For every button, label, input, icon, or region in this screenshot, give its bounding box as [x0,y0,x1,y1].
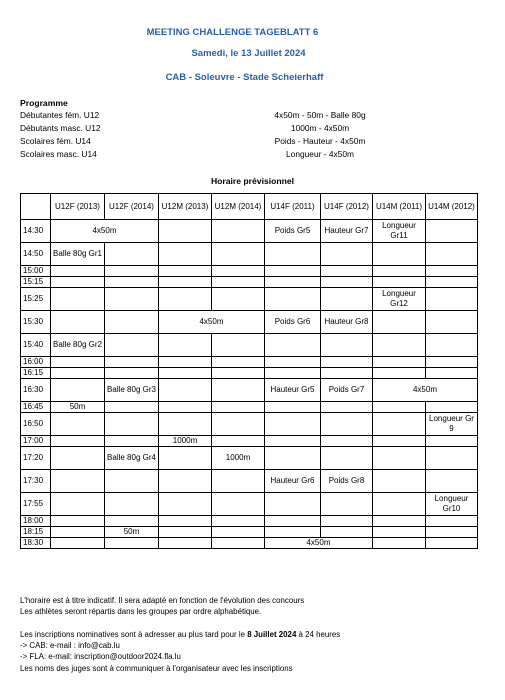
empty-cell [373,516,426,527]
empty-cell [159,220,212,243]
empty-cell [105,493,159,516]
empty-cell [51,493,105,516]
column-header: U12F (2013) [51,194,105,220]
programme-row [20,110,480,122]
empty-cell [321,288,373,311]
empty-cell [265,402,321,413]
programme-category: Scolaires fém. U14 [20,136,91,146]
empty-cell [373,266,426,277]
schedule-row [21,243,478,266]
empty-cell [212,436,265,447]
column-header: U12F (2014) [105,194,159,220]
empty-cell [426,516,478,527]
event-date: Samedi, le 13 Juillet 2024 [191,48,306,59]
programme-category: Débutantes fém. U12 [20,110,100,120]
programme-events: 4x50m - 50m - Balle 80g [274,110,366,120]
note-line: -> FLA: e-mail: inscription@outdoor2024.fla.lu [20,652,181,662]
note-text: à 24 heures [296,630,341,639]
event-cell: Hauteur Gr8 [321,311,373,334]
event-cell: Hauteur Gr7 [321,220,373,243]
empty-cell [212,402,265,413]
empty-cell [159,493,212,516]
time-cell: 16:50 [21,413,51,436]
event-cell: Poids Gr7 [321,379,373,402]
empty-cell [105,470,159,493]
empty-cell [51,357,105,368]
column-header: U14M (2012) [426,194,478,220]
event-cell: 4x50m [51,220,159,243]
empty-cell [212,493,265,516]
empty-cell [321,493,373,516]
empty-cell [373,357,426,368]
event-cell: Poids Gr6 [265,311,321,334]
note-line: -> CAB: e-mail : info@cab.lu [20,641,120,651]
column-header: U14M (2011) [373,194,426,220]
empty-cell [51,311,105,334]
empty-cell [321,334,373,357]
programme-category: Débutants masc. U12 [20,123,101,133]
schedule-row [21,493,478,516]
empty-cell [321,447,373,470]
schedule-row [21,516,478,527]
empty-cell [51,436,105,447]
time-cell: 14:50 [21,243,51,266]
empty-cell [426,266,478,277]
empty-cell [212,357,265,368]
empty-cell [51,379,105,402]
schedule-heading: Horaire prévisionnel [210,176,295,186]
event-cell: Balle 80g Gr3 [105,379,159,402]
empty-cell [105,357,159,368]
empty-cell [426,402,478,413]
programme-heading: Programme [20,98,68,108]
empty-cell [105,516,159,527]
empty-cell [105,368,159,379]
empty-cell [321,516,373,527]
empty-cell [105,402,159,413]
empty-cell [159,266,212,277]
empty-cell [265,357,321,368]
empty-cell [426,334,478,357]
column-header: U14F (2011) [265,194,321,220]
empty-cell [212,266,265,277]
empty-cell [159,277,212,288]
time-cell: 17:30 [21,470,51,493]
empty-cell [51,277,105,288]
empty-cell [212,220,265,243]
empty-cell [265,266,321,277]
empty-cell [51,368,105,379]
empty-cell [159,413,212,436]
event-cell: Longueur Gr11 [373,220,426,243]
schedule-row [21,402,478,413]
event-cell: 4x50m [265,538,373,549]
empty-cell [373,538,426,549]
empty-cell [426,447,478,470]
schedule-row [21,436,478,447]
empty-cell [159,357,212,368]
column-header: U14F (2012) [321,194,373,220]
event-cell: 1000m [212,447,265,470]
note-text: Les inscriptions nominatives sont à adresser au plus tard pour le [20,630,248,639]
empty-cell [212,288,265,311]
column-header: U12M (2013) [159,194,212,220]
programme-row [20,149,480,161]
time-cell: 16:30 [21,379,51,402]
empty-cell [159,470,212,493]
schedule-row [21,470,478,493]
empty-cell [373,447,426,470]
empty-cell [426,470,478,493]
empty-cell [159,402,212,413]
empty-cell [159,516,212,527]
empty-cell [265,288,321,311]
empty-cell [321,413,373,436]
time-cell: 17:20 [21,447,51,470]
empty-cell [321,527,373,538]
programme-row [20,136,480,148]
empty-cell [212,243,265,266]
time-cell: 18:30 [21,538,51,549]
empty-cell [373,413,426,436]
empty-cell [265,493,321,516]
schedule-row [21,220,478,243]
event-cell: 4x50m [373,379,478,402]
time-cell: 15:15 [21,277,51,288]
empty-cell [51,288,105,311]
empty-cell [51,538,105,549]
empty-cell [265,413,321,436]
event-cell: Poids Gr8 [321,470,373,493]
event-cell: 1000m [159,436,212,447]
empty-cell [105,436,159,447]
empty-cell [212,379,265,402]
empty-cell [51,470,105,493]
empty-cell [51,516,105,527]
empty-cell [212,470,265,493]
empty-cell [265,436,321,447]
empty-cell [105,243,159,266]
time-cell: 14:30 [21,220,51,243]
empty-cell [373,527,426,538]
empty-cell [321,243,373,266]
empty-cell [159,334,212,357]
schedule-row [21,527,478,538]
empty-cell [265,368,321,379]
schedule-row [21,538,478,549]
empty-cell [321,277,373,288]
empty-cell [373,311,426,334]
event-cell: Hauteur Gr6 [265,470,321,493]
empty-cell [426,357,478,368]
schedule-header-row [21,194,478,220]
time-cell: 15:25 [21,288,51,311]
schedule-row [21,447,478,470]
empty-cell [321,402,373,413]
empty-cell [212,368,265,379]
empty-cell [265,277,321,288]
empty-cell [51,527,105,538]
deadline-date: 8 Juillet 2024 [247,630,297,639]
event-cell: 50m [51,402,105,413]
event-cell: Longueur Gr10 [426,493,478,516]
empty-cell [426,288,478,311]
empty-cell [159,288,212,311]
empty-cell [426,538,478,549]
empty-cell [265,527,321,538]
column-header: U12M (2014) [212,194,265,220]
empty-cell [426,527,478,538]
schedule-row [21,311,478,334]
schedule-table [20,193,478,549]
time-cell: 15:30 [21,311,51,334]
time-cell: 16:00 [21,357,51,368]
empty-cell [159,243,212,266]
schedule-row [21,266,478,277]
time-cell: 17:55 [21,493,51,516]
empty-cell [212,277,265,288]
empty-cell [212,527,265,538]
time-column-header [21,194,51,220]
event-cell: 50m [105,527,159,538]
empty-cell [105,288,159,311]
schedule-row [21,357,478,368]
schedule-row [21,334,478,357]
time-cell: 17:00 [21,436,51,447]
empty-cell [426,277,478,288]
programme-category: Scolaires masc. U14 [20,149,97,159]
empty-cell [159,527,212,538]
document-title: MEETING CHALLENGE TAGEBLATT 6 [146,27,319,38]
schedule-row [21,379,478,402]
schedule-row [21,288,478,311]
note-line: Les noms des juges sont à communiquer à l'organisateur avec les inscriptions [20,663,293,673]
empty-cell [105,413,159,436]
empty-cell [426,436,478,447]
empty-cell [373,436,426,447]
time-cell: 16:15 [21,368,51,379]
empty-cell [373,277,426,288]
programme-row [20,123,480,135]
schedule-row [21,413,478,436]
event-cell: Longueur Gr12 [373,288,426,311]
event-cell: Balle 80g Gr4 [105,447,159,470]
programme-events: 1000m - 4x50m [290,123,350,133]
empty-cell [51,447,105,470]
event-cell: Balle 80g Gr1 [51,243,105,266]
event-cell: Balle 80g Gr2 [51,334,105,357]
empty-cell [159,379,212,402]
empty-cell [105,311,159,334]
empty-cell [212,516,265,527]
empty-cell [426,368,478,379]
event-cell: 4x50m [159,311,265,334]
empty-cell [373,493,426,516]
empty-cell [105,266,159,277]
note-line: Les athlètes seront répartis dans les groupes par ordre alphabétique. [20,607,262,617]
empty-cell [105,277,159,288]
empty-cell [373,334,426,357]
note-line [20,629,340,640]
empty-cell [105,538,159,549]
empty-cell [212,334,265,357]
event-venue: CAB - Soleuvre - Stade Scheierhaff [165,72,324,83]
empty-cell [321,436,373,447]
time-cell: 18:00 [21,516,51,527]
empty-cell [373,470,426,493]
registration-notes [20,629,340,674]
programme-events: Longueur - 4x50m [286,149,354,159]
empty-cell [105,334,159,357]
programme-events: Poids - Hauteur - 4x50m [274,136,366,146]
time-cell: 15:00 [21,266,51,277]
event-cell: Hauteur Gr5 [265,379,321,402]
event-cell: Poids Gr5 [265,220,321,243]
empty-cell [159,538,212,549]
schedule-row [21,277,478,288]
time-cell: 15:40 [21,334,51,357]
event-cell: Longueur Gr 9 [426,413,478,436]
empty-cell [373,243,426,266]
empty-cell [212,413,265,436]
empty-cell [321,368,373,379]
empty-cell [159,447,212,470]
time-cell: 16:45 [21,402,51,413]
empty-cell [426,311,478,334]
empty-cell [426,243,478,266]
empty-cell [373,368,426,379]
empty-cell [321,266,373,277]
empty-cell [51,413,105,436]
empty-cell [373,402,426,413]
empty-cell [321,357,373,368]
empty-cell [159,368,212,379]
empty-cell [265,334,321,357]
empty-cell [51,266,105,277]
empty-cell [212,538,265,549]
note-line: L'horaire est à titre indicatif. Il sera adapté en fonction de l'évolution des concours [20,596,305,605]
empty-cell [265,516,321,527]
notes-block [20,595,304,617]
empty-cell [265,243,321,266]
empty-cell [426,220,478,243]
schedule-row [21,368,478,379]
empty-cell [265,447,321,470]
time-cell: 18:15 [21,527,51,538]
